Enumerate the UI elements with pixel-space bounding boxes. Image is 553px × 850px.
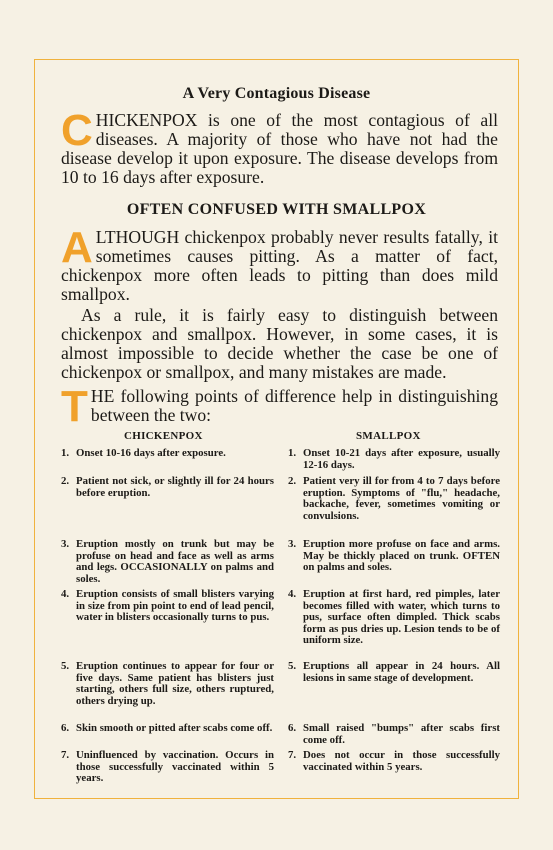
point-number: 7. bbox=[288, 749, 297, 761]
point-text: Eruptions all appear in 24 hours. All lesions in same stage of development. bbox=[303, 660, 500, 684]
point-text: Small raised "bumps" after scabs first come off. bbox=[303, 722, 500, 746]
point-number: 4. bbox=[288, 588, 297, 600]
point-number: 6. bbox=[288, 722, 297, 734]
point-number: 6. bbox=[61, 722, 70, 734]
point-number: 5. bbox=[288, 660, 297, 672]
smallpox-point bbox=[288, 661, 500, 684]
point-number: 5. bbox=[61, 660, 70, 672]
point-text: Uninfluenced by vaccination. Occurs in those successfully vaccinated within 5 years. bbox=[76, 749, 274, 784]
point-number: 7. bbox=[61, 749, 70, 761]
distinguish-paragraph: As a rule, it is fairly easy to distinguish between chickenpox and smallpox. However, in some cases, it is almost impossible to decide whether the case be one of chickenpox or smallpox, and many mistakes are made. bbox=[61, 305, 498, 382]
point-text: Eruption more profuse on face and arms. May be thickly placed on trunk. OFTEN on palms and soles. bbox=[303, 538, 500, 573]
chickenpox-point bbox=[61, 448, 274, 460]
point-number: 3. bbox=[288, 538, 297, 550]
smallpox-point bbox=[288, 448, 500, 471]
point-number: 1. bbox=[61, 447, 70, 459]
points-intro-paragraph bbox=[61, 382, 498, 431]
point-text: Onset 10-16 days after exposure. bbox=[76, 447, 226, 459]
point-number: 1. bbox=[288, 447, 297, 459]
intro-text: HICKENPOX is one of the most contagious of all diseases. A majority of those who have not had the disease develop it upon exposure. The disease develops from 10 to 16 days after exposure. bbox=[61, 110, 498, 187]
intro-paragraph bbox=[61, 106, 498, 187]
point-text: Patient not sick, or slightly ill for 24 hours before eruption. bbox=[76, 475, 274, 499]
page-title: A Very Contagious Disease bbox=[182, 85, 371, 102]
smallpox-point bbox=[288, 476, 500, 522]
smallpox-point bbox=[288, 750, 500, 773]
drop-cap: C bbox=[61, 106, 93, 155]
smallpox-point bbox=[288, 723, 500, 746]
section-heading: OFTEN CONFUSED WITH SMALLPOX bbox=[126, 201, 427, 218]
point-number: 4. bbox=[61, 588, 70, 600]
pitting-text: LTHOUGH chickenpox probably never results fatally, it sometimes causes pitting. As a matter of fact, chickenpox more often leads to pitting than does mild smallpox. bbox=[61, 227, 498, 304]
smallpox-point bbox=[288, 589, 500, 647]
chickenpox-point bbox=[61, 661, 274, 707]
smallpox-point bbox=[288, 539, 500, 574]
point-text: Patient very ill for from 4 to 7 days before eruption. Symptoms of "flu," headache, backache, fever, sometimes vomiting or convulsions. bbox=[303, 475, 500, 522]
point-number: 3. bbox=[61, 538, 70, 550]
point-number: 2. bbox=[288, 475, 297, 487]
drop-cap: T bbox=[61, 382, 88, 431]
point-text: Eruption at first hard, red pimples, later becomes filled with water, which turns to pus, surface often dimpled. Thick scabs form as pus dries up. Lesion tends to be of uniform size. bbox=[303, 588, 500, 646]
point-text: Eruption continues to appear for four or five days. Same patient has blisters just starting, others full size, others ruptured, others drying up. bbox=[76, 660, 274, 707]
point-number: 2. bbox=[61, 475, 70, 487]
drop-cap: A bbox=[61, 223, 93, 272]
point-text: Eruption mostly on trunk but may be profuse on head and face as well as arms and legs. OCCASIONALLY on palms and soles. bbox=[76, 538, 274, 585]
points-intro-text: HE following points of difference help in distinguishing between the two: bbox=[90, 386, 498, 425]
point-text: Does not occur in those successfully vaccinated within 5 years. bbox=[303, 749, 500, 773]
chickenpox-point bbox=[61, 750, 274, 785]
chickenpox-point bbox=[61, 723, 274, 735]
chickenpox-point bbox=[61, 539, 274, 585]
smallpox-column-heading: SMALLPOX bbox=[356, 430, 421, 442]
point-text: Skin smooth or pitted after scabs come off. bbox=[76, 722, 273, 734]
chickenpox-column-heading: CHICKENPOX bbox=[124, 430, 203, 442]
chickenpox-point bbox=[61, 476, 274, 499]
pitting-paragraph bbox=[61, 223, 498, 304]
point-text: Onset 10-21 days after exposure, usually 12-16 days. bbox=[303, 447, 500, 471]
point-text: Eruption consists of small blisters varying in size from pin point to end of lead pencil, water in blisters occasionally turns to pus. bbox=[76, 588, 274, 623]
chickenpox-point bbox=[61, 589, 274, 624]
